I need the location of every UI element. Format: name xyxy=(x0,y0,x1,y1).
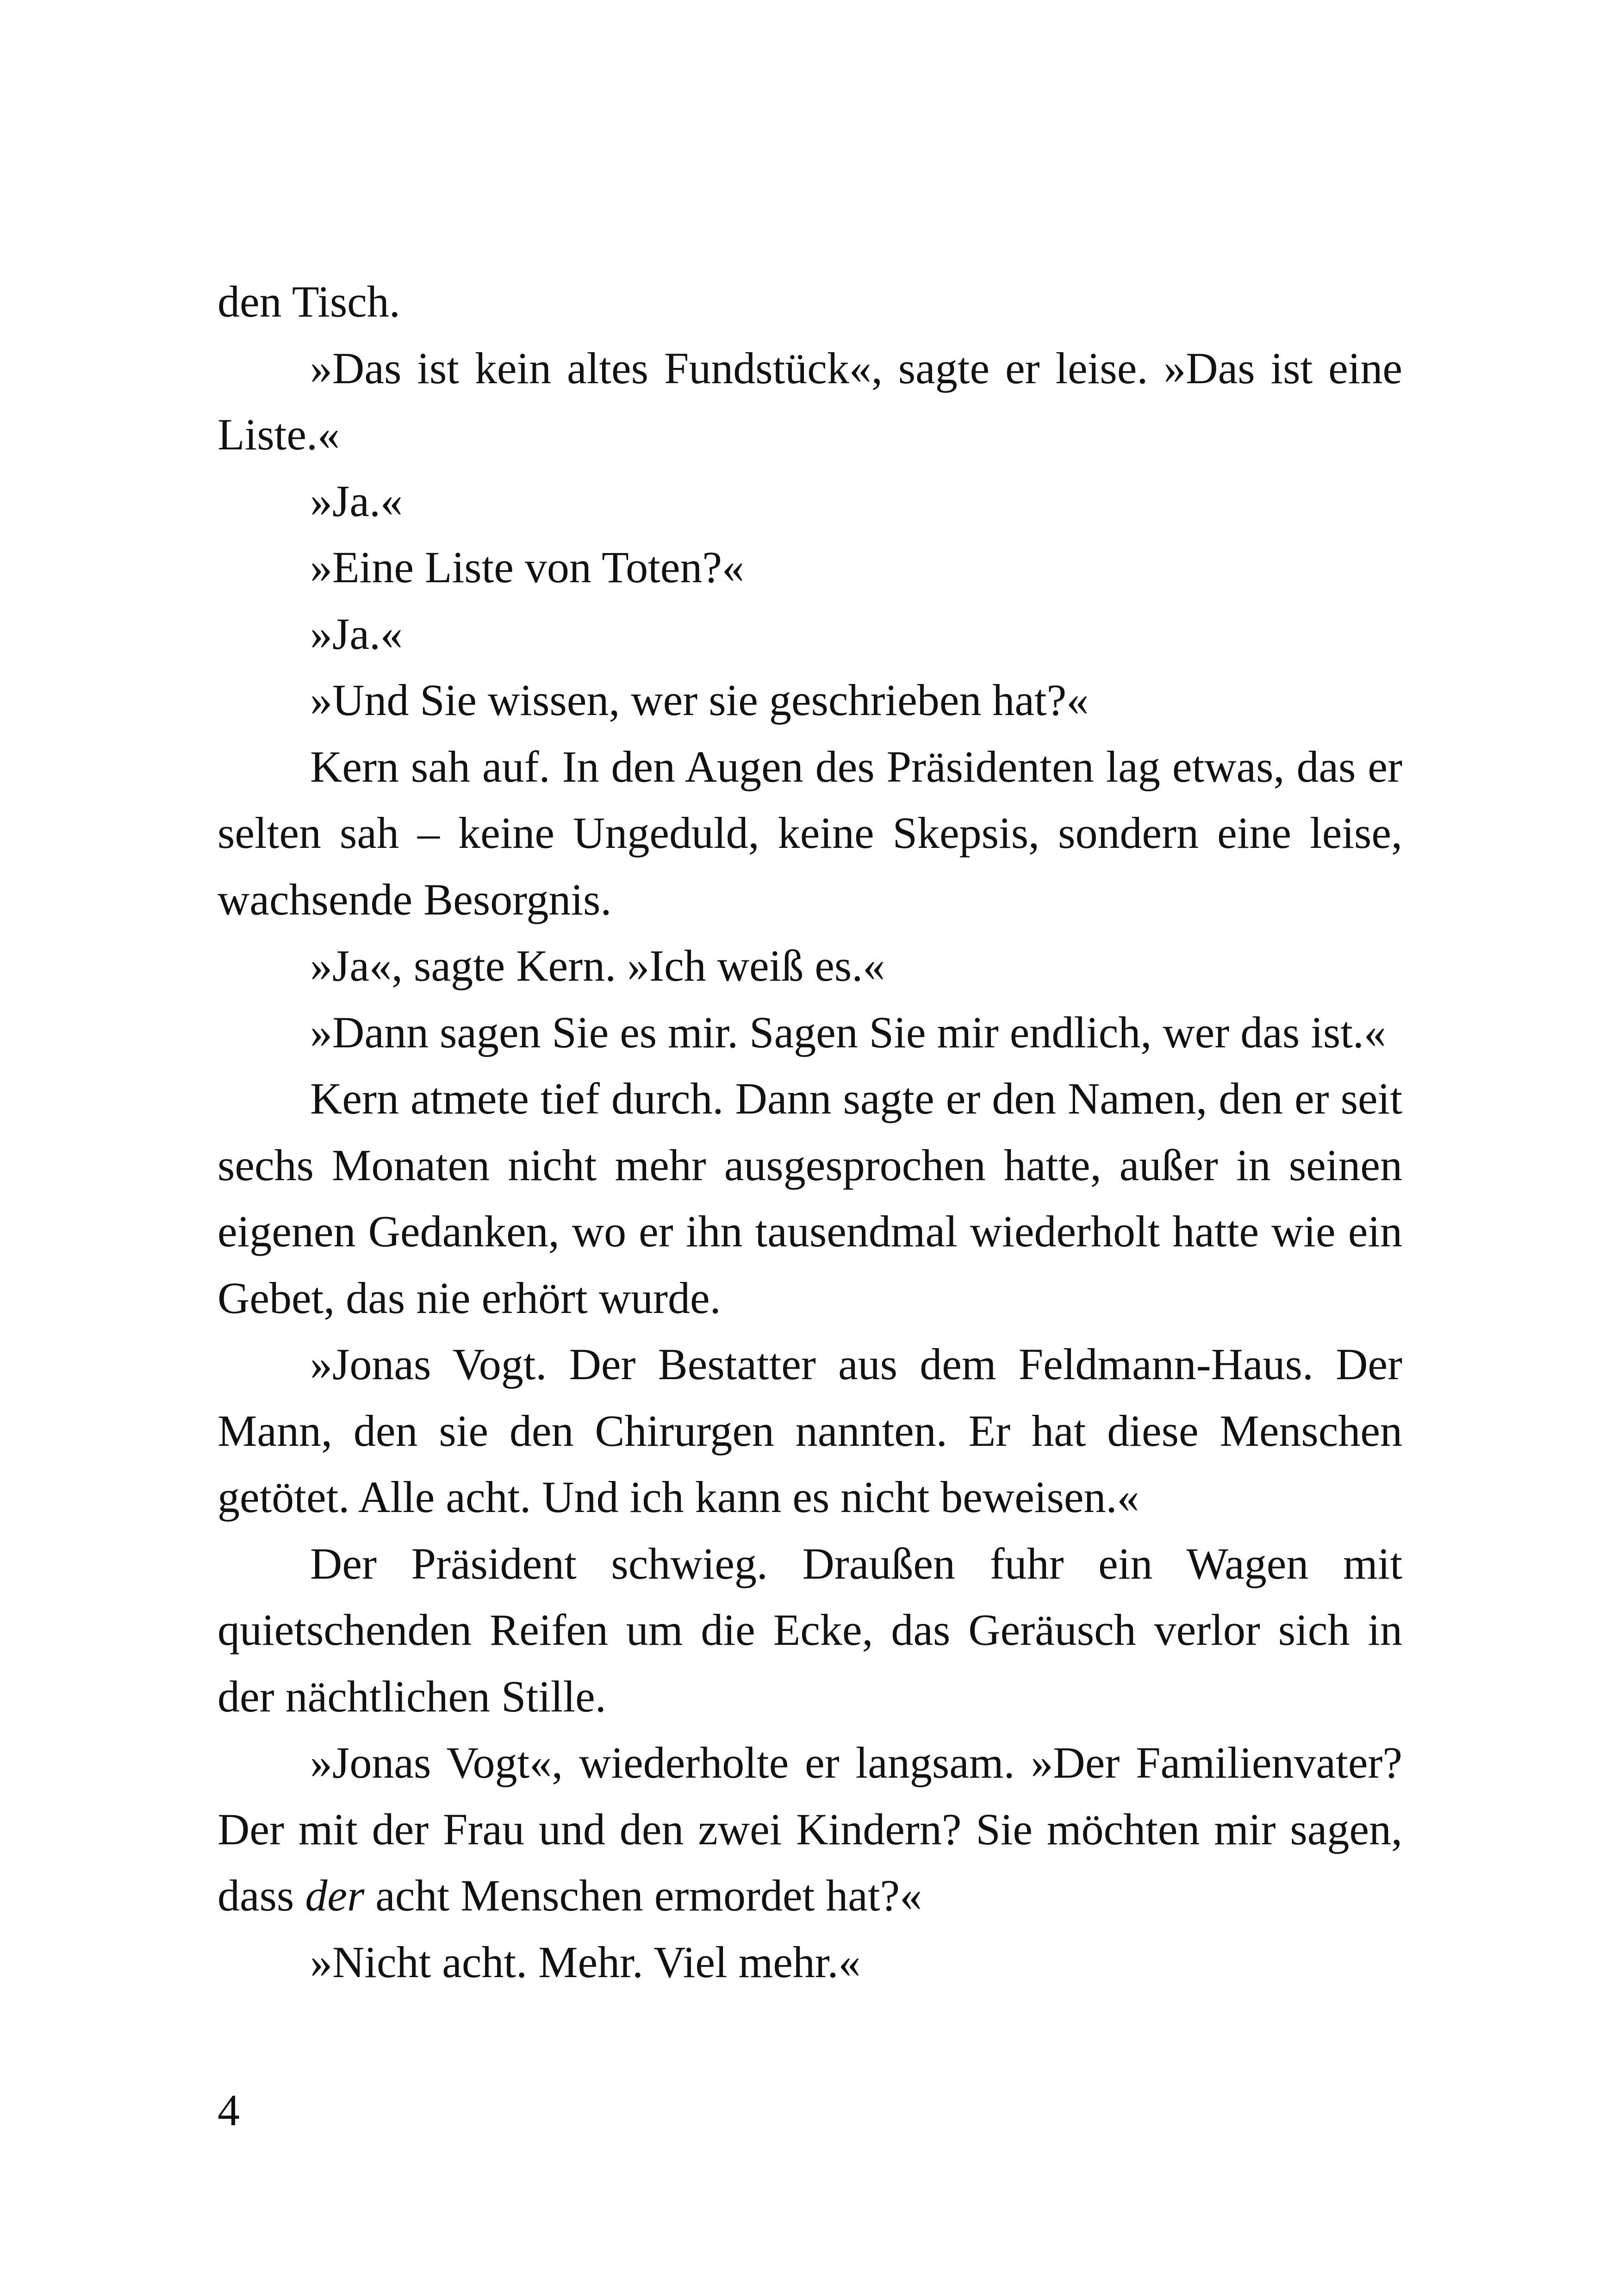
paragraph: »Ja«, sagte Kern. »Ich weiß es.« xyxy=(310,941,885,990)
paragraph: den Tisch. xyxy=(218,277,400,326)
emphasized-word: der xyxy=(305,1871,365,1920)
paragraph: »Eine Liste von Toten?« xyxy=(310,542,744,592)
paragraph: Kern sah auf. In den Augen des Präsidenten lag etwas, das er selten sah – keine Ungeduld, keine Skepsis, sondern eine leise, wachsende Besorgnis. xyxy=(218,741,1402,924)
paragraph xyxy=(218,1730,1402,1929)
paragraph: »Das ist kein altes Fundstück«, sagte er leise. »Das ist eine Liste.« xyxy=(218,343,1402,459)
body-text xyxy=(218,268,1402,1995)
paragraph: »Ja.« xyxy=(310,476,403,526)
paragraph: »Jonas Vogt. Der Bestatter aus dem Feldmann-Haus. Der Mann, den sie den Chirurgen nannten. Er hat diese Menschen getötet. Alle acht. Und ich kann es nicht beweisen.« xyxy=(218,1339,1402,1522)
paragraph: Kern atmete tief durch. Dann sagte er den Namen, den er seit sechs Monaten nicht mehr ausgesprochen hatte, außer in seinen eigenen Gedanken, wo er ihn tausendmal wiederholt hatte wie ein Gebet, das nie erhört wurde. xyxy=(218,1074,1402,1323)
paragraph: »Nicht acht. Mehr. Viel mehr.« xyxy=(310,1937,861,1987)
paragraph: »Ja.« xyxy=(310,609,403,659)
paragraph-text: acht Menschen ermordet hat?« xyxy=(364,1871,922,1920)
paragraph-text: »Jonas Vogt«, wiederholte er langsam. »Der Familienvater? Der mit der Frau und den zwei Kindern? Sie möchten mir sagen, dass xyxy=(218,1738,1402,1920)
paragraph: »Und Sie wissen, wer sie geschrieben hat?« xyxy=(310,675,1089,725)
paragraph: »Dann sagen Sie es mir. Sagen Sie mir endlich, wer das ist.« xyxy=(310,1007,1386,1057)
paragraph: Der Präsident schwieg. Draußen fuhr ein Wagen mit quietschenden Reifen um die Ecke, das Geräusch verlor sich in der nächtlichen Stille. xyxy=(218,1538,1402,1721)
page-number: 4 xyxy=(218,2085,240,2135)
